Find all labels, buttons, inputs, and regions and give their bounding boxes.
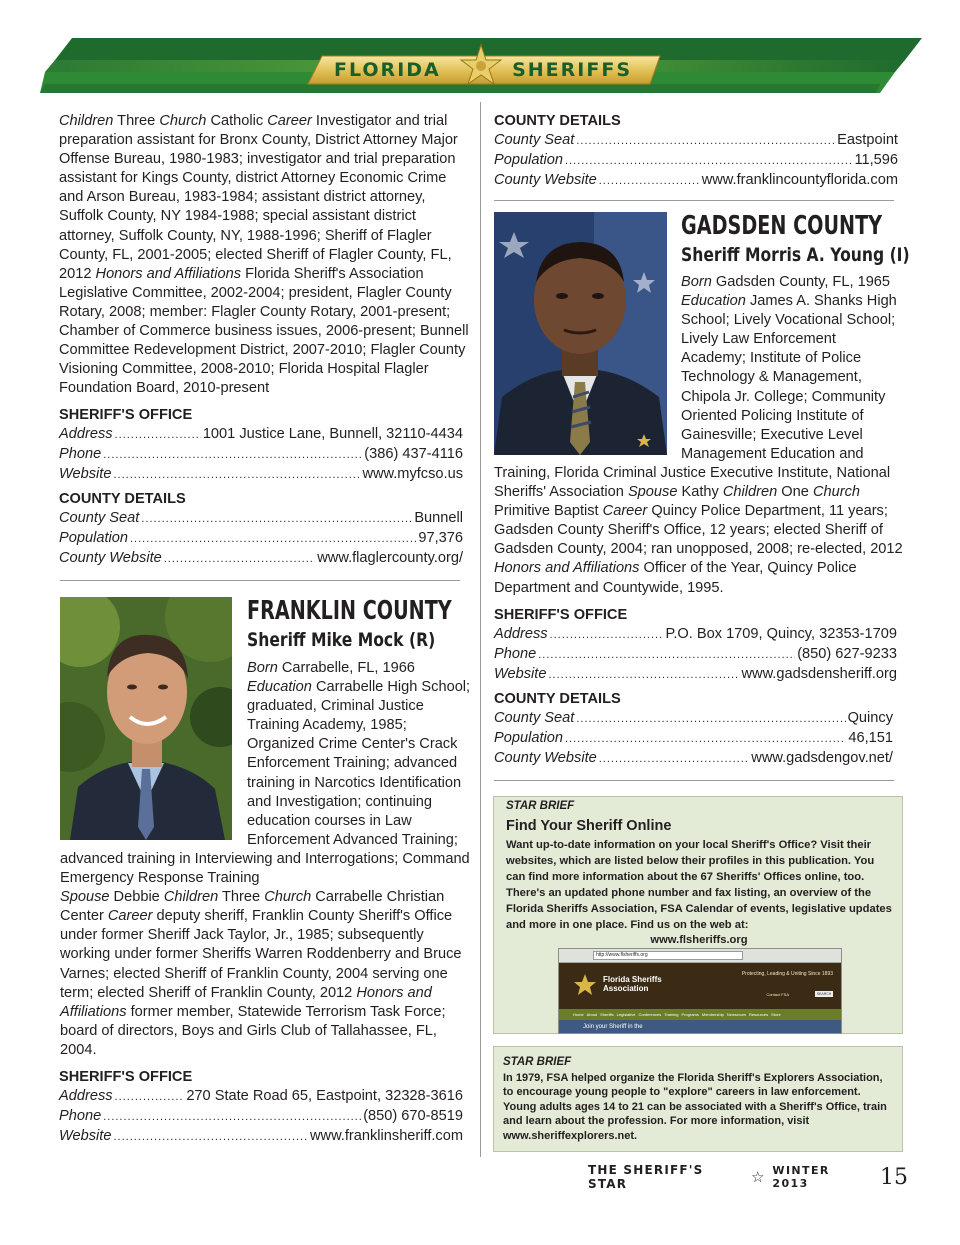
- browser-url: http://www.flsheriffs.org: [593, 951, 743, 960]
- publication-name: THE SHERIFF'S STAR: [588, 1163, 704, 1191]
- label-spouse: Spouse: [627, 484, 678, 501]
- site-name: Florida Sheriffs Association: [603, 975, 662, 993]
- county-website-row: County Website ..... www.gadsdengov.net/: [494, 749, 893, 769]
- label-church: Church: [812, 484, 860, 501]
- county-seat-row: County Seat ..... Bunnell: [59, 509, 463, 529]
- label-honors: Honors and Affiliations: [60, 984, 432, 1020]
- county-website-link[interactable]: www.flaglercounty.org/: [317, 550, 463, 567]
- site-contact[interactable]: Contact FSA: [766, 992, 789, 997]
- brief-text: Want up-to-date information on your local Sheriff's Office? Visit their websites, which are listed below their profiles in this publication. You can find more information about the 67 Sheriffs' Offices online, too. There's an updated phone number and fax listing, an overview of the Florida Sheriffs Association, FSA Calendar of events, legislative updates and more in one place. Find us on the web at:: [506, 839, 892, 931]
- header-banner: [0, 0, 960, 105]
- franklin-heading: [247, 596, 472, 652]
- county-website-link[interactable]: www.gadsdengov.net/: [751, 750, 893, 767]
- site-nav-item[interactable]: Sheriffs: [600, 1012, 614, 1017]
- site-header: [559, 963, 841, 1009]
- address-row: Address ..... P.O. Box 1709, Quincy, 32353-1709: [494, 625, 897, 645]
- county-title: GADSDEN COUNTY: [681, 211, 883, 241]
- brief-tag: STAR BRIEF: [506, 800, 575, 812]
- banner-word-sheriffs: SHERIFFS: [512, 59, 632, 81]
- site-nav-item[interactable]: Conferences: [638, 1012, 662, 1017]
- site-nav-item[interactable]: Newsroom: [726, 1012, 747, 1017]
- population-row: Population ..... 11,596: [494, 151, 898, 171]
- sheriff-name: Sheriff Mike Mock (R): [247, 629, 436, 651]
- page-footer: [588, 1162, 908, 1192]
- brief-text: In 1979, FSA helped organize the Florida Sheriff's Explorers Association, to encourage young people to "explore" careers in law enforcement. Young adults ages 14 to 21 can be associated with a Sheriff's Office, train and learn about the profession. For more information, visit www.sheriffexplorers.net.: [503, 1072, 887, 1142]
- label-children: Children: [59, 113, 114, 129]
- flagler-sheriff-office: [59, 406, 463, 485]
- website-link[interactable]: www.myfcso.us: [362, 466, 463, 483]
- label-children: Children: [163, 889, 219, 906]
- phone-row: Phone ..... (850) 670-8519: [59, 1107, 463, 1127]
- banner-title: [316, 56, 646, 84]
- site-star-icon: [573, 973, 597, 997]
- population-row: Population ..... 46,151: [494, 729, 893, 749]
- gadsden-county-details: [494, 690, 893, 769]
- banner-graphic: [0, 0, 960, 105]
- site-nav-item[interactable]: About: [586, 1012, 598, 1017]
- star-brief-explorers: [493, 1046, 903, 1152]
- site-tagline: Protecting, Leading & Uniting Since 1893: [741, 971, 833, 977]
- sheriff-name: Sheriff Morris A. Young (I): [681, 244, 910, 266]
- population-row: Population ..... 97,376: [59, 529, 463, 549]
- label-church: Church: [264, 889, 312, 906]
- site-nav-item[interactable]: Programs: [681, 1012, 699, 1017]
- county-website-link[interactable]: www.franklincountyflorida.com: [701, 172, 898, 189]
- section-heading: COUNTY DETAILS: [59, 491, 186, 507]
- label-career: Career: [602, 503, 648, 520]
- star-brief-find-sheriff: [493, 796, 903, 1034]
- site-nav-item[interactable]: Resources: [749, 1012, 769, 1017]
- county-seat-row: County Seat ..... Quincy: [494, 709, 893, 729]
- website-row: Website ..... www.myfcso.us: [59, 465, 463, 485]
- section-heading: SHERIFF'S OFFICE: [59, 1069, 193, 1085]
- site-nav-item[interactable]: Training: [664, 1012, 679, 1017]
- section-heading: SHERIFF'S OFFICE: [59, 407, 193, 423]
- franklin-bio: Born Carrabelle, FL, 1966 Education Carrabelle High School; graduated, Criminal Justice Training Academy, 1985; Organized Crime Center's Crack Enforcement Training; advanced training in Narcotics Identification and Investigation; continuing education courses in Law Enforcement Advanced Training; advanced training in Interviewing and Interrogations; Command Emergency Response Training Spouse Debbie Children Three Church Carrabelle Christian Center Career deputy sheriff, Franklin County Sheriff's Office under former Sheriff Jack Taylor, Jr., 1985; subsequently working under former Sheriffs Warren Roddenberry and Bruce Varnes; elected Sheriff of Franklin County, 2004 serving one term; elected Sheriff of Franklin County, 2012 Honors and Affiliations former member, Statewide Terrorism Task Force; board of directors, Boys and Girls Club of Tallahassee, FL, 2004.: [60, 660, 471, 1058]
- gadsden-bio: Born Gadsden County, FL, 1965 Education James A. Shanks High School; Lively Vocational School; Lively Law Enforcement Academy; Institute of Police Technology & Management, Chipola Jr. College; Community Oriented Policing Institute of Gainesville; Executive Level Management Education and Training, Florida Criminal Justice Executive Institute, National Sheriffs' Association Spouse Kathy Children One Church Primitive Baptist Career Quincy Police Department, 11 years; Gadsden County Sheriff's Office, 12 years; elected Sheriff of Gadsden County, 2004; ran unopposed, 2008; re-elected, 2012 Honors and Affiliations Officer of the Year, Quincy Police Department and Countywide, 1995.: [494, 274, 903, 596]
- label-career: Career: [267, 113, 312, 129]
- address-row: Address ..... 1001 Justice Lane, Bunnell, 32110-4434: [59, 425, 463, 445]
- label-spouse: Spouse: [60, 889, 110, 906]
- browser-toolbar: [559, 949, 841, 963]
- banner-word-florida: FLORIDA: [334, 59, 441, 81]
- flagler-bio: Children Three Church Catholic Career Investigator and trial preparation assistant for Bronx County, District Attorney Major Offense Bureau, 1980-1983; investigator and trial preparation assistant for Kings County, district Attorney Economic Crime and Arson Bureau, 1983-1984; assistant district attorney, Suffolk County, NY 1984-1988; special assistant district attorney, Suffolk County, NY, 1988-1996; Sheriff of Flagler County, FL, 2001-2005; elected Sheriff of Flagler County, FL, 2012 Honors and Affiliations Florida Sheriff's Association Legislative Committee, 2002-2004; president, Flagler County Rotary, 2008; member: Flagler County Rotary, 2001-present; Chamber of Commerce business issues, 2006-present; Bunnell Committee Redevelopment District, 2007-2010; Flagler County Visioning Committee, 2008-2010; Florida Hospital Flagler Foundation Board, 2010-present: [59, 113, 469, 397]
- website-row: Website ..... www.franklinsheriff.com: [59, 1127, 463, 1147]
- site-nav-item[interactable]: Membership: [701, 1012, 724, 1017]
- brief-tag: STAR BRIEF: [503, 1056, 572, 1068]
- label-education: Education: [247, 679, 312, 696]
- page-number: 15: [880, 1164, 908, 1190]
- address-row: Address ..... 270 State Road 65, Eastpoint, 32328-3616: [59, 1087, 463, 1107]
- phone-row: Phone ..... (850) 627-9233: [494, 645, 897, 665]
- label-honors: Honors and Affiliations: [95, 265, 242, 282]
- county-website-row: County Website ..... www.flaglercounty.org/: [59, 549, 463, 569]
- website-link[interactable]: www.franklinsheriff.com: [309, 1128, 463, 1145]
- brief-title: Find Your Sheriff Online: [506, 818, 672, 834]
- section-heading: SHERIFF'S OFFICE: [494, 607, 628, 623]
- gadsden-heading: [681, 211, 910, 267]
- website-screenshot: [558, 948, 842, 1034]
- site-nav: [559, 1009, 841, 1020]
- label-career: Career: [107, 908, 153, 925]
- star-icon: ☆: [750, 1169, 765, 1186]
- label-born: Born: [247, 660, 278, 676]
- website-link[interactable]: www.gadsdensheriff.org: [741, 666, 897, 683]
- site-nav-item[interactable]: Home: [573, 1012, 584, 1017]
- label-church: Church: [159, 113, 207, 129]
- label-honors: Honors and Affiliations: [494, 560, 640, 577]
- section-divider: [60, 580, 460, 581]
- franklin-county-details: [494, 112, 898, 191]
- section-heading: COUNTY DETAILS: [494, 691, 621, 707]
- site-search-button[interactable]: SEARCH: [816, 992, 832, 996]
- site-nav-item[interactable]: Legislative: [616, 1012, 636, 1017]
- site-banner-text: Join your Sheriff in the: [583, 1024, 643, 1030]
- franklin-sheriff-office: [59, 1068, 463, 1147]
- issue-season: WINTER 2013: [772, 1164, 830, 1190]
- phone-row: Phone ..... (386) 437-4116: [59, 445, 463, 465]
- label-education: Education: [681, 293, 746, 310]
- label-born: Born: [681, 274, 712, 290]
- brief-url[interactable]: www.flsheriffs.org: [650, 934, 748, 946]
- county-seat-row: County Seat ..... Eastpoint: [494, 131, 898, 151]
- website-row: Website ..... www.gadsdensheriff.org: [494, 665, 897, 685]
- gadsden-sheriff-office: [494, 606, 897, 685]
- column-divider: [480, 102, 481, 1157]
- section-divider: [494, 780, 894, 781]
- section-divider: [494, 200, 894, 201]
- flagler-county-details: [59, 490, 463, 569]
- label-children: Children: [722, 484, 778, 501]
- site-nav-item[interactable]: Store: [771, 1012, 781, 1017]
- section-heading: COUNTY DETAILS: [494, 113, 621, 129]
- county-website-row: County Website ..... www.franklincountyflorida.com: [494, 171, 898, 191]
- site-banner: [559, 1020, 841, 1034]
- county-title: FRANKLIN COUNTY: [247, 596, 452, 626]
